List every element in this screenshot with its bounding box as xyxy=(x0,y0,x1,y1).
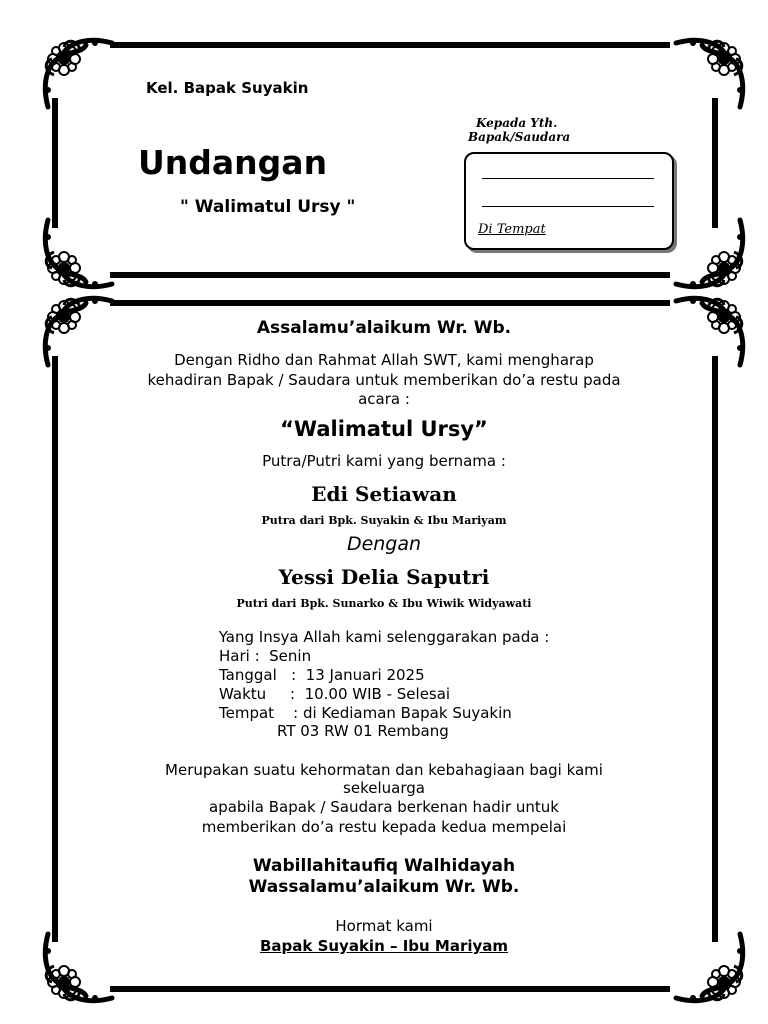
envelope-title: Undangan xyxy=(138,143,328,182)
schedule-place: Tempat : di Kediaman Bapak Suyakin xyxy=(219,704,512,722)
intro-line: Dengan Ridho dan Rahmat Allah SWT, kami mengharap xyxy=(174,351,594,369)
greeting: Assalamu’alaikum Wr. Wb. xyxy=(256,318,512,338)
bride-parents: Putri dari Bpk. Sunarko & Ibu Wiwik Widyawati xyxy=(236,597,532,610)
corner-ornament-icon xyxy=(668,212,748,292)
recipient-label: Bapak/Saudara xyxy=(468,130,571,144)
signatories: Bapak Suyakin – Ibu Mariyam xyxy=(259,937,509,955)
closing-line: sekeluarga xyxy=(343,779,425,797)
address-line xyxy=(482,206,654,207)
frame-line xyxy=(52,98,58,228)
conjunction: Dengan xyxy=(346,533,422,555)
frame-line xyxy=(110,42,670,48)
groom-name: Edi Setiawan xyxy=(311,482,457,506)
frame-line xyxy=(110,986,670,992)
corner-ornament-icon xyxy=(668,35,748,115)
frame-line xyxy=(110,300,670,306)
family-name: Kel. Bapak Suyakin xyxy=(146,79,309,97)
intro-line: acara : xyxy=(358,390,410,408)
schedule-intro: Yang Insya Allah kami selenggarakan pada : xyxy=(218,628,550,646)
corner-ornament-icon xyxy=(40,212,120,292)
event-name: “Walimatul Ursy” xyxy=(280,417,488,441)
prayer-line: Wassalamu’alaikum Wr. Wb. xyxy=(248,877,520,897)
address-box xyxy=(464,152,674,250)
corner-ornament-icon xyxy=(40,35,120,115)
regards: Hormat kami xyxy=(335,917,433,935)
frame-line xyxy=(712,356,718,942)
intro-line: kehadiran Bapak / Saudara untuk memberikan do’a restu pada xyxy=(147,371,621,389)
schedule-day: Hari : Senin xyxy=(219,647,312,665)
children-intro: Putra/Putri kami yang bernama : xyxy=(262,452,506,470)
prayer-line: Wabillahitaufiq Walhidayah xyxy=(252,856,516,876)
groom-parents: Putra dari Bpk. Suyakin & Ibu Mariyam xyxy=(261,514,507,527)
schedule-date: Tanggal : 13 Januari 2025 xyxy=(219,666,425,684)
closing-line: Merupakan suatu kehormatan dan kebahagiaan bagi kami xyxy=(165,761,603,779)
schedule-time: Waktu : 10.00 WIB - Selesai xyxy=(219,685,451,703)
closing-line: memberikan do’a restu kepada kedua mempelai xyxy=(201,818,567,836)
frame-line xyxy=(110,272,670,278)
address-line xyxy=(482,178,654,179)
recipient-label: Kepada Yth. xyxy=(476,116,558,130)
closing-line: apabila Bapak / Saudara berkenan hadir untuk xyxy=(209,798,559,816)
di-tempat-label: Di Tempat xyxy=(478,222,546,237)
envelope-subtitle: " Walimatul Ursy " xyxy=(180,197,356,217)
frame-line xyxy=(52,356,58,942)
schedule-address: RT 03 RW 01 Rembang xyxy=(277,722,449,740)
bride-name: Yessi Delia Saputri xyxy=(278,565,490,589)
frame-line xyxy=(712,98,718,228)
